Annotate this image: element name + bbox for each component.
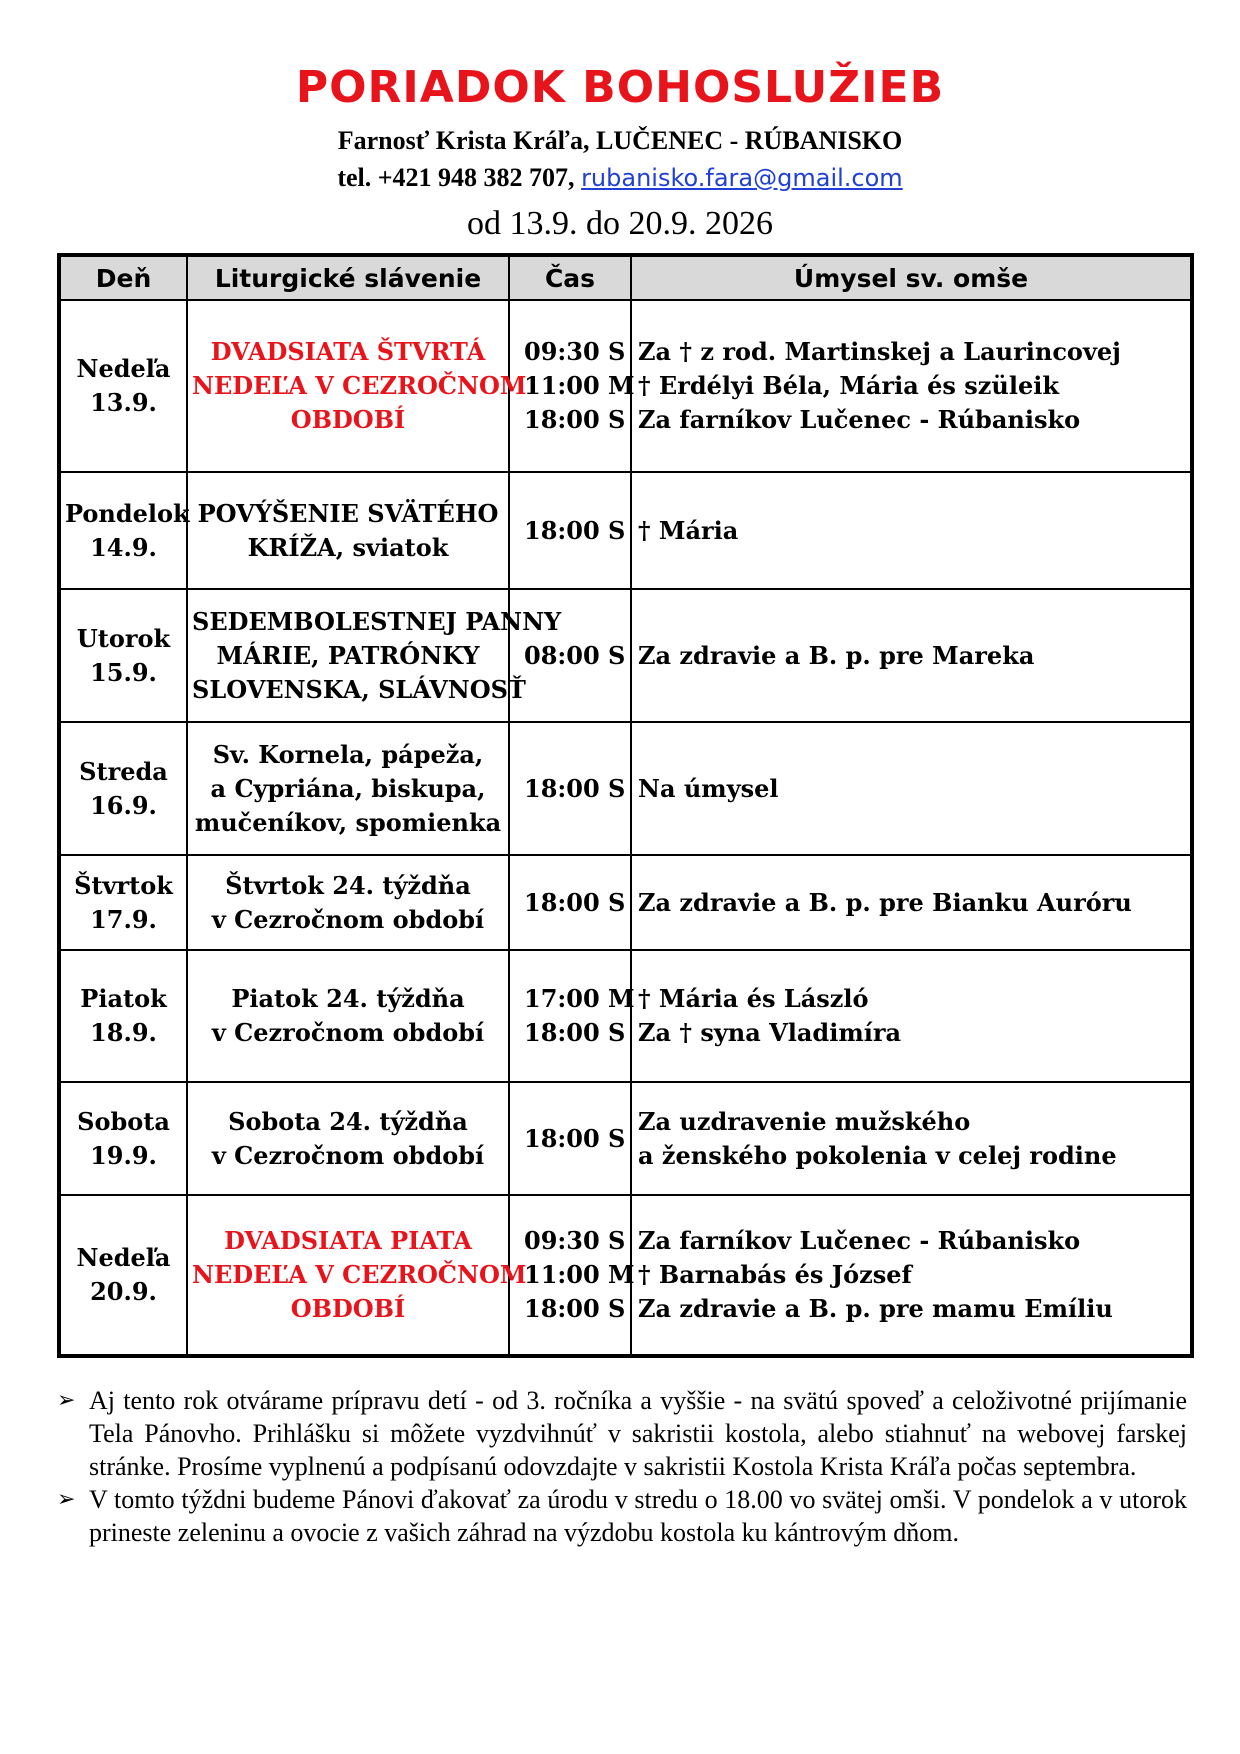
liturgy-line: Štvrtok 24. týždňa <box>225 870 471 900</box>
liturgy-cell <box>187 300 527 472</box>
day-date: 13.9. <box>90 388 157 417</box>
liturgy-line: Sv. Kornela, pápeža, <box>212 739 484 769</box>
table-row <box>59 1195 1192 1356</box>
announcements <box>57 1384 1187 1549</box>
day-date: 20.9. <box>90 1277 157 1306</box>
liturgy-line: a Cypriána, biskupa, <box>210 773 486 803</box>
time-cell <box>509 950 635 1082</box>
mass-time: 11:00 M <box>524 1260 635 1289</box>
liturgy-cell <box>187 472 509 589</box>
intention-cell <box>631 1082 1192 1195</box>
day-cell <box>59 1195 187 1356</box>
table-row <box>59 950 1192 1082</box>
mass-intention: † Mária <box>638 515 739 545</box>
intention-cell <box>631 589 1192 722</box>
day-date: 16.9. <box>90 790 157 820</box>
day-name: Piatok <box>80 984 167 1013</box>
liturgy-cell <box>187 722 509 855</box>
table-row <box>59 589 1192 722</box>
table-row <box>59 1082 1192 1195</box>
mass-intention: Za farníkov Lučenec - Rúbanisko <box>638 405 1081 434</box>
time-cell <box>509 472 631 589</box>
day-cell <box>59 950 187 1082</box>
mass-intention: Na úmysel <box>638 773 779 803</box>
table-header-row <box>59 255 1192 300</box>
mass-time: 09:30 S <box>524 337 626 366</box>
table-row <box>59 300 1192 472</box>
liturgy-cell <box>187 1082 509 1195</box>
liturgy-line: MÁRIE, PATRÓNKY <box>216 640 480 670</box>
liturgy-line: NEDEĽA V CEZROČNOM <box>192 371 527 400</box>
table-row <box>59 722 1192 855</box>
mass-intention: Za † syna Vladimíra <box>638 1018 902 1047</box>
day-name: Sobota <box>77 1106 170 1136</box>
table-row <box>59 855 1192 950</box>
mass-intention: Za zdravie a B. p. pre mamu Emíliu <box>638 1294 1113 1323</box>
mass-time: 18:00 S <box>524 887 626 917</box>
day-cell <box>59 722 187 855</box>
liturgy-line: mučeníkov, spomienka <box>194 807 502 837</box>
mass-time: 18:00 S <box>524 1018 626 1047</box>
mass-time: 17:00 M <box>524 984 635 1013</box>
mass-time: 08:00 S <box>524 640 626 670</box>
time-cell <box>509 300 635 472</box>
liturgy-line: SLOVENSKA, SLÁVNOSŤ <box>192 674 526 704</box>
page-title: PORIADOK BOHOSLUŽIEB <box>295 62 945 113</box>
announcement-text: V tomto týždni budeme Pánovi ďakovať za úrodu v stredu o 18.00 vo svätej omši. V pondelok a v utorok prineste zeleninu a ovocie z vašich záhrad na výzdobu kostola ku kántrovým dňom. <box>89 1485 1187 1547</box>
day-name: Nedeľa <box>76 354 171 383</box>
mass-intention: Za zdravie a B. p. pre Mareka <box>638 640 1035 670</box>
intention-cell <box>631 300 1192 472</box>
mass-time: 18:00 S <box>524 773 626 803</box>
header-cas: Čas <box>509 255 631 300</box>
liturgy-line: v Cezročnom období <box>211 1018 485 1047</box>
announcement-item <box>57 1483 1187 1549</box>
time-cell <box>509 1082 631 1195</box>
intention-cell <box>631 722 1192 855</box>
liturgy-line: Piatok 24. týždňa <box>231 984 465 1013</box>
contact-line <box>0 158 1240 198</box>
day-cell <box>59 1082 187 1195</box>
mass-intention: † Erdélyi Béla, Mária és szüleik <box>638 371 1060 400</box>
mass-time: 18:00 S <box>524 515 626 545</box>
day-date: 14.9. <box>90 532 157 562</box>
header-liturgia: Liturgické slávenie <box>187 255 509 300</box>
liturgy-cell <box>187 950 509 1082</box>
time-cell <box>509 1195 635 1356</box>
day-name: Pondelok <box>65 498 190 528</box>
liturgy-line: DVADSIATA ŠTVRTÁ <box>210 337 486 366</box>
day-date: 15.9. <box>90 657 157 687</box>
mass-time: 18:00 S <box>524 1123 626 1153</box>
intention-cell <box>631 1195 1192 1356</box>
liturgy-line: Sobota 24. týždňa <box>228 1106 468 1136</box>
liturgy-line: DVADSIATA PIATA <box>224 1226 472 1255</box>
day-cell <box>59 589 187 722</box>
mass-time: 18:00 S <box>524 1294 626 1323</box>
mass-time: 11:00 M <box>524 371 635 400</box>
liturgy-line: OBDOBÍ <box>290 1294 406 1323</box>
mass-time: 09:30 S <box>524 1226 626 1255</box>
header-umysel: Úmysel sv. omše <box>631 255 1192 300</box>
arrow-bullet-icon: ➢ <box>57 1487 76 1512</box>
liturgy-cell <box>187 589 562 722</box>
day-name: Utorok <box>76 623 171 653</box>
day-date: 18.9. <box>90 1018 157 1047</box>
mass-intention: Za zdravie a B. p. pre Bianku Auróru <box>638 887 1132 917</box>
liturgy-cell <box>187 1195 527 1356</box>
announcement-item <box>57 1384 1187 1483</box>
day-cell <box>59 300 187 472</box>
day-name: Streda <box>79 756 168 786</box>
announcement-text: Aj tento rok otvárame prípravu detí - od 3. ročníka a vyššie - na svätú spoveď a celoživotné prijímanie Tela Pánovho. Prihlášku si môžete vyzdvihnúť v sakristii kostola, alebo stiahnuť na webovej farskej stránke. Prosíme vyplnenú a podpísanú odovzdajte v sakristii Kostola Krista Kráľa počas septembra. <box>89 1386 1187 1481</box>
email-link[interactable]: rubanisko.fara@gmail.com <box>581 164 903 192</box>
liturgy-line: NEDEĽA V CEZROČNOM <box>192 1260 527 1289</box>
liturgy-line: SEDEMBOLESTNEJ PANNY <box>192 606 562 636</box>
intention-cell <box>631 472 1192 589</box>
parish-name: Farnosť Krista Kráľa, LUČENEC - RÚBANISKO <box>337 126 903 155</box>
mass-intention: † Barnabás és József <box>638 1260 912 1289</box>
mass-intention: a ženského pokolenia v celej rodine <box>638 1140 1117 1170</box>
mass-time: 18:00 S <box>524 405 626 434</box>
mass-intention: Za uzdravenie mužského <box>638 1106 971 1136</box>
liturgy-line: v Cezročnom období <box>211 904 485 934</box>
liturgy-line: KRÍŽA, sviatok <box>247 532 449 562</box>
liturgy-line: OBDOBÍ <box>290 405 406 434</box>
time-cell <box>509 722 631 855</box>
liturgy-cell <box>187 855 509 950</box>
schedule-table <box>57 253 1194 1358</box>
liturgy-line: v Cezročnom období <box>211 1140 485 1170</box>
day-cell <box>59 472 190 589</box>
mass-intention: † Mária és László <box>638 984 869 1013</box>
time-cell <box>509 855 631 950</box>
day-date: 19.9. <box>90 1140 157 1170</box>
mass-intention: Za † z rod. Martinskej a Laurincovej <box>638 337 1121 366</box>
phone-number: tel. +421 948 382 707, <box>337 163 575 192</box>
day-date: 17.9. <box>90 904 157 934</box>
mass-intention: Za farníkov Lučenec - Rúbanisko <box>638 1226 1081 1255</box>
day-name: Štvrtok <box>74 870 173 900</box>
header-den: Deň <box>59 255 187 300</box>
arrow-bullet-icon: ➢ <box>57 1388 76 1413</box>
day-cell <box>59 855 187 950</box>
day-name: Nedeľa <box>76 1243 171 1272</box>
date-range: od 13.9. do 20.9. 2026 <box>467 205 773 242</box>
liturgy-line: POVÝŠENIE SVÄTÉHO <box>197 498 499 528</box>
intention-cell <box>631 950 1192 1082</box>
page-header <box>0 58 1240 246</box>
intention-cell <box>631 855 1192 950</box>
table-row <box>59 472 1192 589</box>
